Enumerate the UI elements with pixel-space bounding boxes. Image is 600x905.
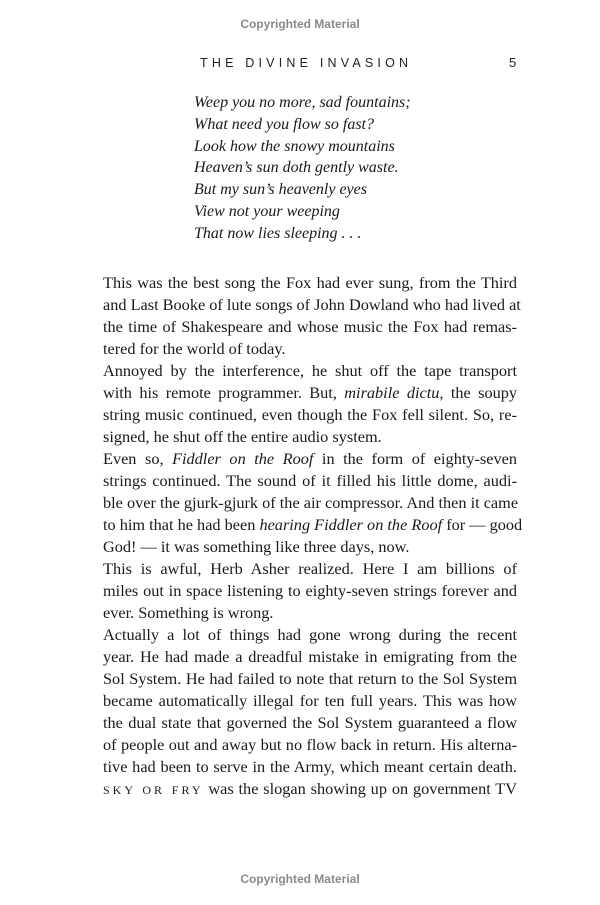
paragraph xyxy=(103,272,521,360)
text-line: of people out and away but no flow back in return. His alterna- xyxy=(103,735,517,754)
text-line: Even so, Fiddler on the Roof in the form of eighty-seven xyxy=(103,449,517,468)
text-line: strings continued. The sound of it filled his little dome, audi- xyxy=(103,471,517,490)
text-line: to him that he had been hearing Fiddler on the Roof for — good xyxy=(103,515,523,534)
poem-line: But my sun’s heavenly eyes xyxy=(194,181,367,199)
text-line: tered for the world of today. xyxy=(103,339,286,358)
text-line: tive had been to serve in the Army, which meant certain death. xyxy=(103,757,517,776)
poem-line: That now lies sleeping . . . xyxy=(194,224,362,242)
poem-line: Look how the snowy mountains xyxy=(194,137,395,155)
paragraph xyxy=(103,558,517,624)
text-line: became automatically illegal for ten full years. This was how xyxy=(103,691,517,710)
poem-line: View not your weeping xyxy=(194,202,340,220)
text-line: Sol System. He had failed to note that return to the Sol System xyxy=(103,669,517,688)
poem-line: What need you flow so fast? xyxy=(194,115,374,133)
text-line: string music continued, even though the Fox fell silent. So, re- xyxy=(103,405,517,424)
text-line: ble over the gjurk-gjurk of the air compressor. And then it came xyxy=(103,493,519,512)
text-line: the time of Shakespeare and whose music the Fox had remas- xyxy=(103,317,517,336)
paragraph xyxy=(103,360,517,448)
text-line: the dual state that governed the Sol System guaranteed a flow xyxy=(103,713,517,732)
paragraph xyxy=(103,624,517,800)
copyright-watermark-top: Copyrighted Material xyxy=(240,17,360,31)
poem-line: Heaven’s sun doth gently waste. xyxy=(194,159,399,177)
text-line: miles out in space listening to eighty-seven strings forever and xyxy=(103,581,517,600)
poem-epigraph xyxy=(194,92,411,245)
running-head: THE DIVINE INVASION xyxy=(200,56,413,70)
text-line: year. He had made a dreadful mistake in emigrating from the xyxy=(103,647,517,666)
text-line: signed, he shut off the entire audio system. xyxy=(103,427,382,446)
text-line: Annoyed by the interference, he shut off the tape transport xyxy=(103,361,517,380)
copyright-watermark-bottom: Copyrighted Material xyxy=(240,872,360,886)
text-line: This was the best song the Fox had ever sung, from the Third xyxy=(103,273,517,292)
body-text xyxy=(103,272,523,800)
text-line: ever. Something is wrong. xyxy=(103,603,274,622)
text-line: SKY OR FRY was the slogan showing up on government TV xyxy=(103,779,517,798)
small-caps-slogan: SKY OR FRY xyxy=(103,783,204,797)
page-number: 5 xyxy=(509,55,517,70)
text-line: Actually a lot of things had gone wrong during the recent xyxy=(103,625,517,644)
paragraph xyxy=(103,448,523,558)
text-line: with his remote programmer. But, mirabile dictu, the soupy xyxy=(103,383,518,402)
text-line: God! — it was something like three days, now. xyxy=(103,537,410,556)
poem-line: Weep you no more, sad fountains; xyxy=(194,94,411,111)
text-line: This is awful, Herb Asher realized. Here I am billions of xyxy=(103,559,517,578)
text-line: and Last Booke of lute songs of John Dowland who had lived at xyxy=(103,295,521,314)
